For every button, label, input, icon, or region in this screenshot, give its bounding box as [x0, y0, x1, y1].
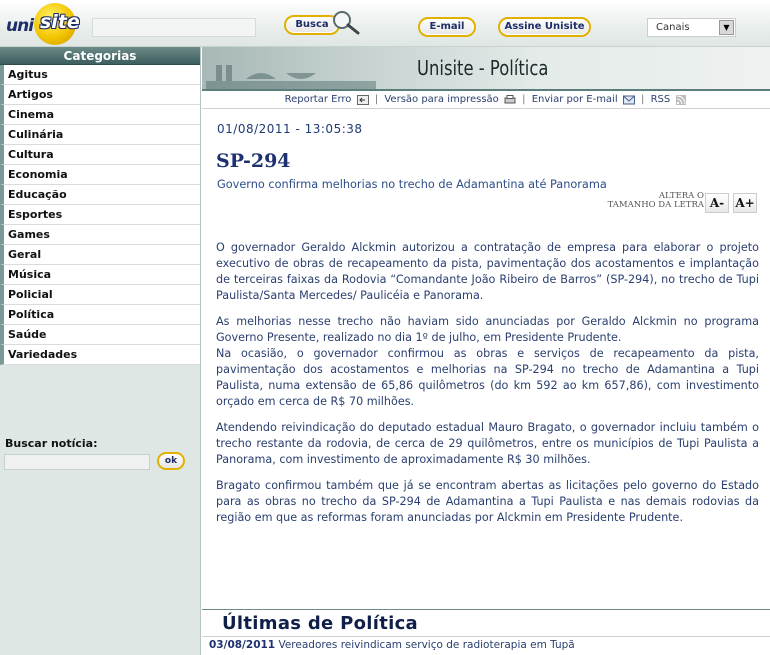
email-link[interactable]: Enviar por E-mail: [531, 94, 618, 105]
logo-text-uni: uni: [6, 16, 34, 36]
category-item[interactable]: Culinária: [0, 125, 200, 145]
report-error-link[interactable]: Reportar Erro: [284, 94, 352, 105]
separator: |: [641, 94, 645, 105]
news-search-button[interactable]: ok: [157, 452, 185, 470]
article-date: 01/08/2011 - 13:05:38: [217, 122, 363, 136]
separator: |: [522, 94, 526, 105]
separator: |: [374, 94, 379, 105]
article-paragraph: Na ocasião, o governador confirmou as obras e serviços de recapeamento da pista, pavimentação dos acostamentos e melhorias na SP-294 no trecho de Adamantina a Tupi Paulista, numa extensão de 65,86 quilômetros (do km 592 ao km 657,86), com investimento orçado em cerca de R$ 70 milhões.: [216, 347, 759, 408]
article-actions: [202, 93, 770, 109]
latest-news-title: Últimas de Política: [222, 613, 418, 634]
top-search-input[interactable]: [92, 18, 256, 37]
font-size-label-line2: TAMANHO DA LETRA: [607, 200, 704, 210]
sidebar: [0, 47, 201, 655]
top-bar: [0, 0, 770, 47]
category-item[interactable]: Economia: [0, 165, 200, 185]
category-item[interactable]: Agitus: [0, 65, 200, 85]
magnifier-icon[interactable]: [329, 9, 361, 35]
banner-divider: [202, 89, 770, 91]
category-item[interactable]: Saúde: [0, 325, 200, 345]
envelope-icon[interactable]: [623, 95, 635, 105]
section-banner: [202, 47, 770, 89]
news-search-label: Buscar notícia:: [5, 437, 98, 450]
channels-select[interactable]: [647, 18, 736, 37]
category-item[interactable]: Artigos: [0, 85, 200, 105]
category-item[interactable]: Música: [0, 265, 200, 285]
report-error-icon[interactable]: [357, 95, 369, 105]
font-decrease-button[interactable]: A-: [705, 193, 729, 213]
printer-icon[interactable]: [504, 95, 516, 105]
latest-news-date: 03/08/2011: [209, 639, 276, 651]
news-search-input[interactable]: [4, 454, 150, 470]
font-size-label: [585, 192, 704, 210]
category-item[interactable]: Esportes: [0, 205, 200, 225]
subscribe-button[interactable]: Assine Unisite: [498, 17, 591, 37]
category-item[interactable]: Cultura: [0, 145, 200, 165]
article-headline: SP-294: [216, 150, 291, 172]
font-increase-button[interactable]: A+: [733, 193, 757, 213]
print-link[interactable]: Versão para impressão: [384, 94, 499, 105]
article-paragraph: Atendendo reivindicação do deputado estadual Mauro Bragato, o governador incluiu também o trecho restante da rodovia, de cerca de 29 quilômetros, entre os municípios de Tupi Paulista a Panorama, com investimento de aproximadamente R$ 30 milhões.: [216, 421, 759, 466]
article-paragraph: As melhorias nesse trecho não haviam sido anunciadas por Geraldo Alckmin no programa Governo Presente, realizado no dia 1º de julho, em Presidente Prudente.: [216, 315, 759, 344]
categories-title: Categorias: [0, 47, 200, 65]
article-paragraph: Bragato confirmou também que já se encontram abertas as licitações pelo governo do Estado para as obras no trecho da SP-294 de Adamantina a Tupi Paulista e nas demais rodovias da região em que as reformas foram anunciadas por Alckmin em Presidente Prudente.: [216, 479, 759, 524]
building-illustration-icon: [206, 59, 376, 89]
category-item[interactable]: Games: [0, 225, 200, 245]
search-button[interactable]: Busca: [284, 15, 340, 35]
rss-icon[interactable]: [675, 95, 687, 105]
category-list: [0, 65, 200, 365]
logo-text-site: site: [40, 11, 80, 33]
section-title: Unisite - Política: [417, 56, 549, 80]
category-item[interactable]: Policial: [0, 285, 200, 305]
rss-link[interactable]: RSS: [650, 94, 671, 105]
font-size-label-line1: ALTERA O: [658, 191, 704, 201]
site-logo[interactable]: [4, 2, 86, 46]
category-item[interactable]: Cinema: [0, 105, 200, 125]
latest-news-item[interactable]: [209, 639, 575, 651]
latest-divider-2: [202, 636, 770, 637]
channels-select-value: Canais: [656, 22, 690, 33]
email-button[interactable]: E-mail: [418, 17, 476, 37]
category-item[interactable]: Variedades: [0, 345, 200, 365]
latest-news-link[interactable]: Vereadores reivindicam serviço de radioterapia em Tupã: [278, 639, 575, 651]
category-item[interactable]: Educação: [0, 185, 200, 205]
article-subtitle: Governo confirma melhorias no trecho de Adamantina até Panorama: [217, 178, 607, 191]
category-item[interactable]: Política: [0, 305, 200, 325]
latest-divider: [202, 609, 770, 610]
chevron-down-icon[interactable]: ▼: [719, 20, 734, 35]
article-body: [216, 240, 759, 536]
article-paragraph: O governador Geraldo Alckmin autorizou a contratação de empresa para elaborar o projeto executivo de obras de recapeamento da pista, pavimentação dos acostamentos e implantação de terceiras faixas da Rodovia “Comandante João Ribeiro de Barros” (SP-294), no trecho de Tupi Paulista/Santa Mercedes/ Paulicéia e Panorama.: [216, 241, 759, 302]
category-item[interactable]: Geral: [0, 245, 200, 265]
